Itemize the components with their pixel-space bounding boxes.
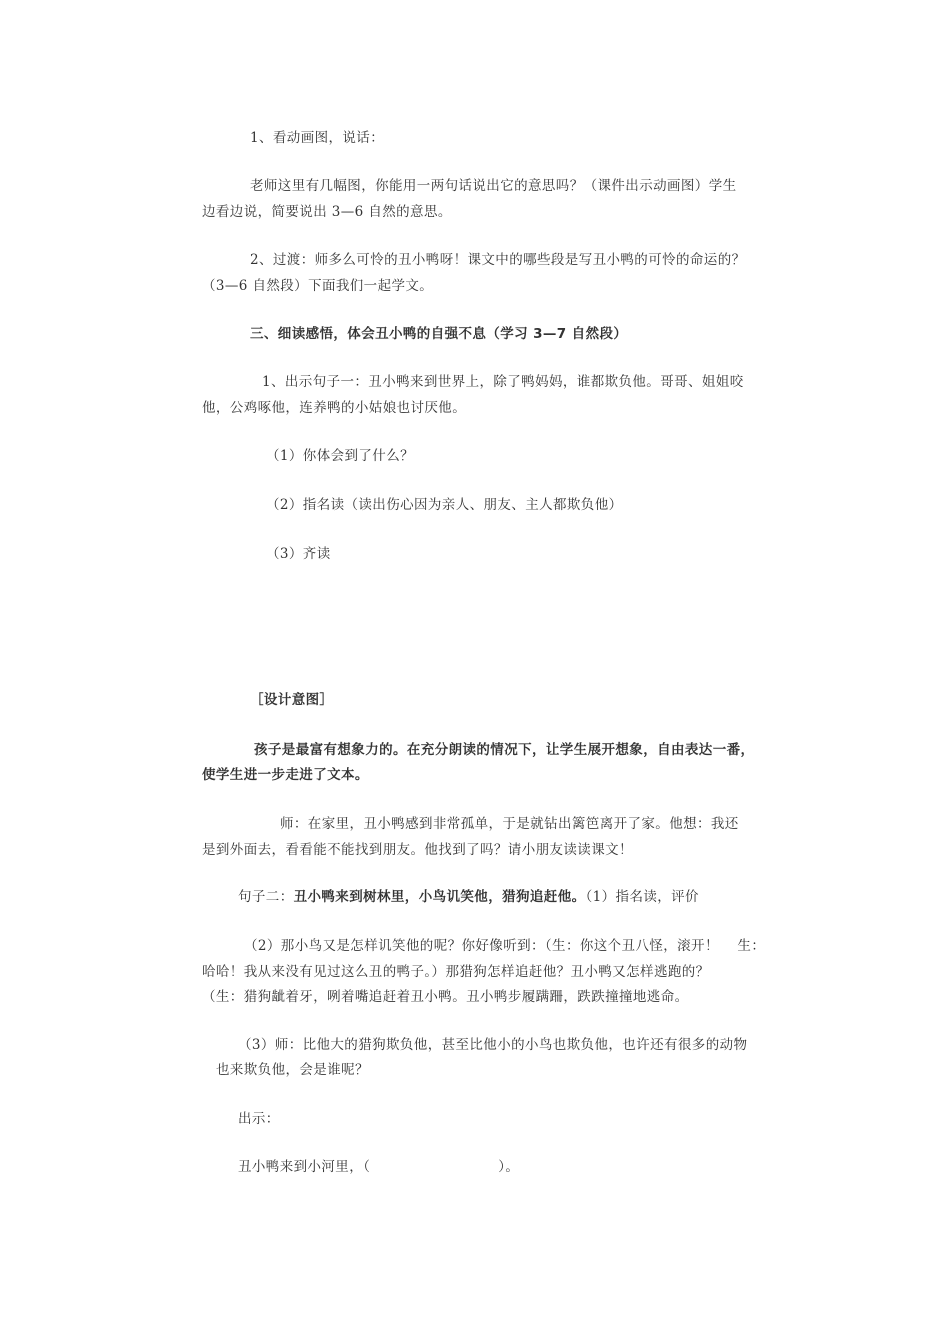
paragraph-look-and-speak: 1、看动画图，说话： xyxy=(250,130,385,146)
paragraph-transition-line2: （3—6 自然段）下面我们一起学文。 xyxy=(202,278,434,294)
paragraph-teacher-home-line1: 师：在家里，丑小鸭感到非常孤单，于是就钻出篱笆离开了家。他想：我还 xyxy=(280,816,739,832)
fill-in-blank-sentence xyxy=(238,1155,848,1179)
paragraph-teacher-bullied-line2: 也来欺负他，会是谁呢？ xyxy=(216,1062,369,1078)
design-intent-text-line2: 使学生进一步走进了文本。 xyxy=(202,767,369,783)
paragraph-teacher-home-line2: 是到外面去，看看能不能找到朋友。他找到了吗？请小朋友读读课文！ xyxy=(202,842,633,858)
show-label: 出示： xyxy=(238,1111,280,1127)
section-heading-three: 三、细读感悟，体会丑小鸭的自强不息（学习 3—7 自然段） xyxy=(250,326,628,342)
fill-in-suffix: ）。 xyxy=(498,1159,520,1175)
paragraph-teacher-bullied-line1: （3）师：比他大的猎狗欺负他，甚至比他小的小鸟也欺负他，也许还有很多的动物 xyxy=(238,1037,748,1053)
sentence-two-bold: 丑小鸭来到树林里，小鸟讥笑他，猎狗追赶他。 xyxy=(293,889,586,905)
paragraph-sentence-one-line2: 他，公鸡啄他，连养鸭的小姑娘也讨厌他。 xyxy=(202,400,467,416)
paragraph-sentence-one-line1: 1、出示句子一：丑小鸭来到世界上，除了鸭妈妈，谁都欺负他。哥哥、姐姐咬 xyxy=(262,374,744,390)
sentence-two-prefix: 句子二： xyxy=(238,889,294,905)
sentence-two-suffix: （1）指名读，评价 xyxy=(585,889,699,905)
paragraph-teacher-pictures-line2: 边看边说，简要说出 3—6 自然的意思。 xyxy=(202,204,452,220)
fill-in-prefix: 丑小鸭来到小河里，（ xyxy=(238,1159,371,1175)
design-intent-text-line1: 孩子是最富有想象力的。在充分朗读的情况下，让学生展开想象，自由表达一番， xyxy=(254,742,755,758)
question-two: （2）指名读（读出伤心因为亲人、朋友、主人都欺负他） xyxy=(266,497,623,513)
question-three: （3）齐读 xyxy=(266,546,331,562)
question-one: （1）你体会到了什么？ xyxy=(266,448,414,464)
paragraph-bird-mock-line3: （生：猎狗龇着牙，咧着嘴追赶着丑小鸭。丑小鸭步履蹒跚，跌跌撞撞地逃命。 xyxy=(202,989,689,1005)
paragraph-sentence-two xyxy=(238,885,848,909)
paragraph-teacher-pictures-line1: 老师这里有几幅图，你能用一两句话说出它的意思吗？（课件出示动画图）学生 xyxy=(250,178,737,194)
paragraph-bird-mock-line2: 哈哈！我从来没有见过这么丑的鸭子。）那猎狗怎样追赶他？丑小鸭又怎样逃跑的？ xyxy=(202,964,710,980)
paragraph-bird-mock-line1: （2）那小鸟又是怎样讥笑他的呢？你好像听到：（生：你这个丑八怪，滚开！ 生： xyxy=(244,938,766,954)
design-intent-label: ［设计意图］ xyxy=(250,692,334,708)
paragraph-transition-line1: 2、过渡：师多么可怜的丑小鸭呀！课文中的哪些段是写丑小鸭的可怜的命运的？ xyxy=(250,252,746,268)
